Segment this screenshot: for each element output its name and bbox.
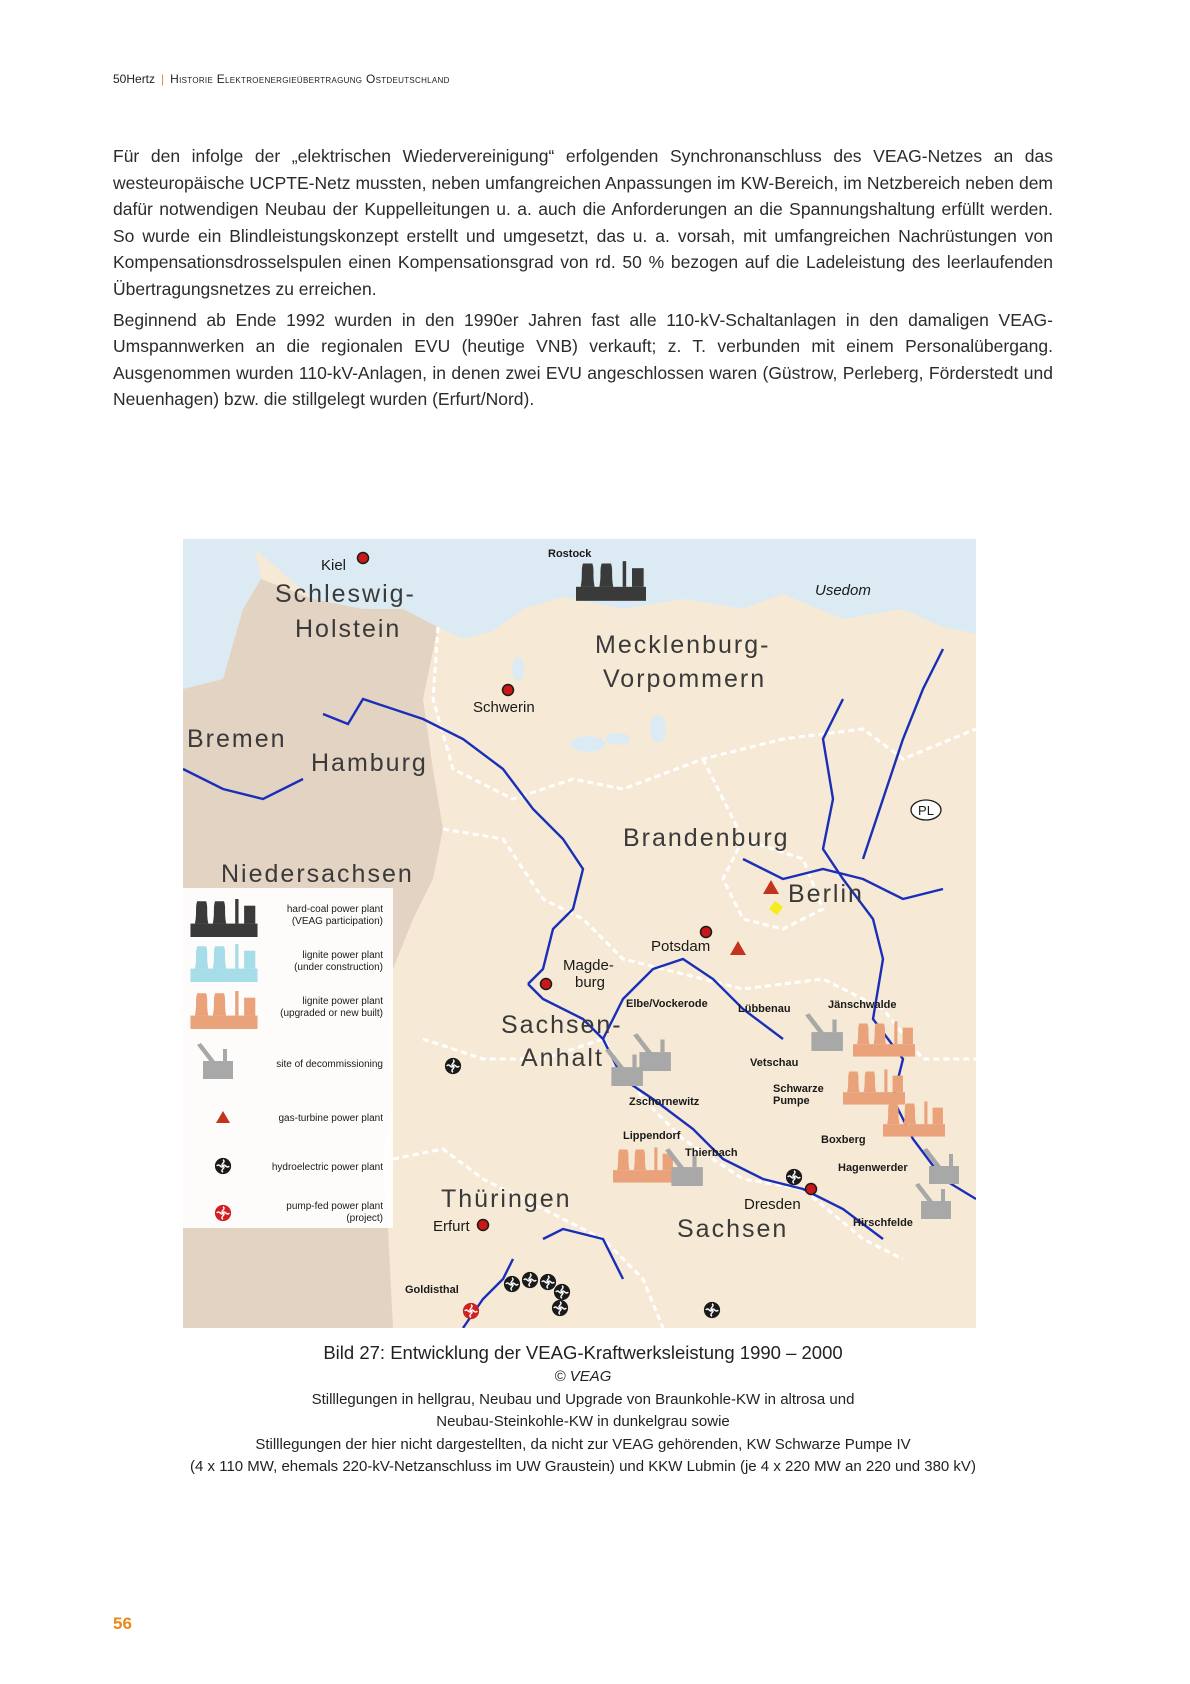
label-magdeburg-1: Magde- bbox=[563, 957, 614, 974]
legend-lignite-u-2: (upgraded or new built) bbox=[280, 1008, 383, 1019]
caption-line-1: Stilllegungen in hellgrau, Neubau und Upgrade von Braunkohle-KW in altrosa und bbox=[311, 1390, 855, 1408]
label-lippendorf: Lippendorf bbox=[623, 1130, 681, 1142]
caption-line-2: Neubau-Steinkohle-KW in dunkelgrau sowie bbox=[436, 1413, 730, 1430]
label-bremen: Bremen bbox=[187, 725, 287, 753]
label-hamburg: Hamburg bbox=[311, 749, 428, 777]
label-vetschau: Vetschau bbox=[750, 1057, 799, 1069]
label-schwerin: Schwerin bbox=[473, 699, 535, 716]
power-plant-map bbox=[183, 539, 976, 1328]
label-vorpommern: Vorpommern bbox=[603, 665, 767, 693]
legend-hydro: hydroelectric power plant bbox=[271, 1162, 383, 1173]
label-elbe-vockerode: Elbe/Vockerode bbox=[626, 998, 708, 1010]
city-dot-erfurt bbox=[478, 1220, 489, 1231]
header-title: Historie Elektroenergieübertragung Ostdeutschland bbox=[170, 72, 450, 86]
hydro-saale-1 bbox=[504, 1276, 520, 1292]
legend-lignite-c-1: lignite power plant bbox=[302, 950, 383, 961]
city-dot-dresden bbox=[806, 1184, 817, 1195]
label-zschornewitz: Zschornewitz bbox=[629, 1096, 700, 1108]
label-rostock: Rostock bbox=[548, 548, 592, 560]
label-potsdam: Potsdam bbox=[651, 938, 711, 955]
legend-pump-1: pump-fed power plant bbox=[286, 1201, 383, 1212]
city-dot-kiel bbox=[358, 553, 369, 564]
hydro-saale-5 bbox=[552, 1300, 568, 1316]
page-number: 56 bbox=[113, 1614, 132, 1633]
city-dot-magdeburg bbox=[541, 979, 552, 990]
legend-decommission: site of decommissioning bbox=[276, 1059, 383, 1070]
city-dot-schwerin bbox=[503, 685, 514, 696]
legend-hardcoal-1: hard-coal power plant bbox=[286, 904, 383, 915]
running-header bbox=[113, 72, 450, 86]
hydro-erzgebirge bbox=[704, 1302, 720, 1318]
legend-hardcoal-2: (VEAG participation) bbox=[291, 916, 383, 927]
legend-gas-turbine: gas-turbine power plant bbox=[278, 1113, 383, 1124]
legend-box bbox=[183, 888, 393, 1228]
paragraph-2: Beginnend ab Ende 1992 wurden in den 1990er Jahren fast alle 110-kV-Schaltanlagen in den damaligen VEAG-Umspannwerken an die regionalen EVU (heutige VNB) verkauft; z. T. verbunden mit einem Personalübergang. Ausgenommen wurden 110-kV-Anlagen, in denen zwei EVU angeschlossen waren (Güstrow, Perleberg, Förderstedt und Neuenhagen) bzw. die stillgelegt wurden (Erfurt/Nord). bbox=[113, 309, 1053, 410]
label-usedom: Usedom bbox=[815, 582, 871, 599]
label-hagenwerder: Hagenwerder bbox=[838, 1162, 908, 1174]
label-thierbach: Thierbach bbox=[685, 1147, 738, 1159]
caption-copyright: © VEAG bbox=[554, 1368, 612, 1385]
legend-icon-pump bbox=[215, 1205, 231, 1221]
label-sachsen: Sachsen bbox=[677, 1215, 789, 1243]
hydro-harz bbox=[445, 1058, 461, 1074]
label-berlin: Berlin bbox=[788, 880, 864, 908]
label-schleswig: Schleswig- bbox=[275, 580, 416, 608]
label-brandenburg: Brandenburg bbox=[623, 824, 790, 852]
label-magdeburg-2: burg bbox=[575, 974, 606, 991]
label-dresden: Dresden bbox=[744, 1196, 801, 1213]
hydro-dresden bbox=[786, 1169, 802, 1185]
label-hirschfelde: Hirschfelde bbox=[853, 1217, 913, 1229]
caption-title: Bild 27: Entwicklung der VEAG-Kraftwerksleistung 1990 – 2000 bbox=[323, 1342, 843, 1363]
label-sachsen-anhalt-2: Anhalt bbox=[521, 1044, 604, 1072]
label-sachsen-anhalt-1: Sachsen- bbox=[501, 1011, 623, 1039]
label-holstein: Holstein bbox=[295, 615, 402, 643]
pump-goldisthal bbox=[463, 1303, 479, 1319]
city-dot-potsdam bbox=[701, 927, 712, 938]
body-text bbox=[113, 143, 1053, 417]
label-goldisthal: Goldisthal bbox=[405, 1284, 459, 1296]
label-boxberg: Boxberg bbox=[821, 1134, 866, 1146]
header-brand: 50Hertz bbox=[113, 72, 156, 86]
caption-line-4: (4 x 110 MW, ehemals 220-kV-Netzanschluss im UW Graustein) und KKW Lubmin (je 4 x 220 MW an 220 und 380 kV) bbox=[190, 1458, 976, 1475]
caption-line-3: Stilllegungen der hier nicht dargestellten, da nicht zur VEAG gehörenden, KW Schwarze Pumpe IV bbox=[255, 1435, 911, 1453]
label-mecklenburg: Mecklenburg- bbox=[595, 631, 771, 659]
map-svg bbox=[183, 539, 976, 1328]
legend-lignite-u-1: lignite power plant bbox=[302, 996, 383, 1007]
label-schwarze-2: Pumpe bbox=[773, 1095, 810, 1107]
label-schwarze-1: Schwarze bbox=[773, 1083, 824, 1095]
label-jaenschwalde: Jänschwalde bbox=[828, 999, 897, 1011]
hydro-saale-4 bbox=[554, 1284, 570, 1300]
hydro-saale-2 bbox=[522, 1272, 538, 1288]
legend-icon-hydro bbox=[215, 1158, 231, 1174]
map-legend bbox=[183, 888, 393, 1228]
label-erfurt: Erfurt bbox=[433, 1218, 470, 1235]
header-separator: | bbox=[161, 72, 165, 86]
label-pl: PL bbox=[918, 803, 934, 818]
legend-lignite-c-2: (under construction) bbox=[294, 962, 383, 973]
paragraph-1: Für den infolge der „elektrischen Wiedervereinigung“ erfolgenden Synchronanschluss des VEAG-Netzes an das westeuropäische UCPTE-Netz mussten, neben umfangreichen Anpassungen im KW-Bereich, im Netzbereich neben dem dafür notwendigen Neubau der Kuppelleitungen u. a. auch die Anforderungen an die Spannungshaltung erfüllt werden. So wurde ein Blindleistungskonzept erstellt und umgesetzt, das u. a. vorsah, mit umfangreichen Nachrüstungen von Kompensationsdrosselspulen einen Kompensationsgrad von rd. 50 % bezogen auf die Ladeleistung des leerlaufenden Übertragungsnetzes zu erreichen. bbox=[113, 146, 1053, 299]
label-luebbenau: Lübbenau bbox=[738, 1003, 791, 1015]
legend-pump-2: (project) bbox=[346, 1213, 383, 1224]
figure-caption bbox=[113, 1340, 1053, 1479]
label-kiel: Kiel bbox=[321, 557, 347, 574]
label-thueringen: Thüringen bbox=[441, 1185, 572, 1213]
hydro-saale-3 bbox=[540, 1274, 556, 1290]
label-niedersachsen: Niedersachsen bbox=[221, 860, 414, 888]
